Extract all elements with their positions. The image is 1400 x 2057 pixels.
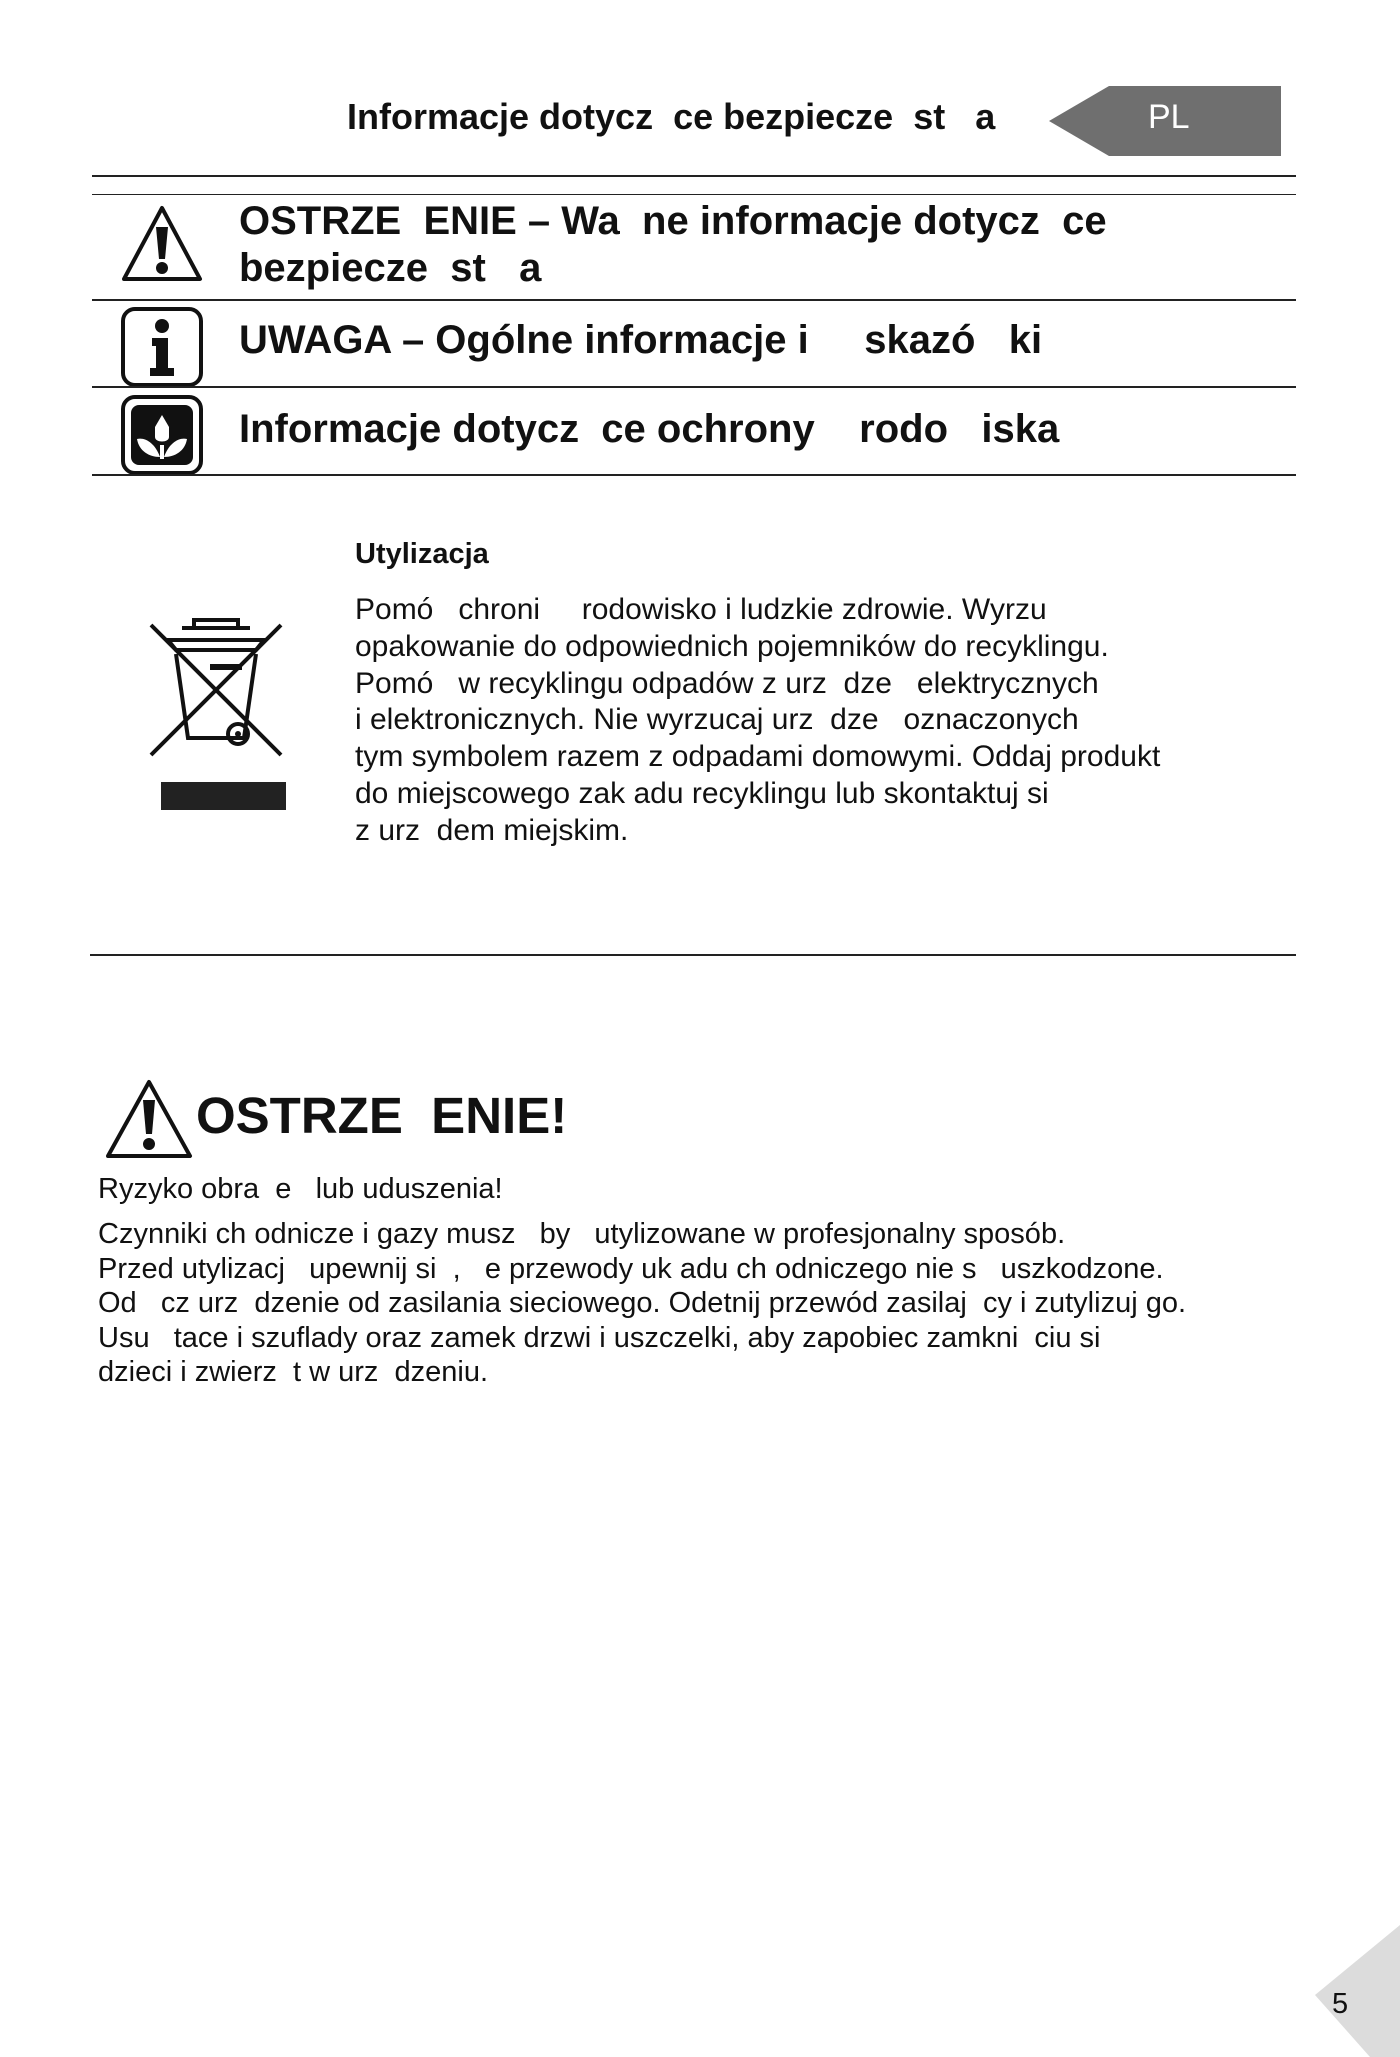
warning-subtitle: Ryzyko obra e lub uduszenia! — [98, 1173, 503, 1205]
warning-body — [98, 1217, 1186, 1390]
warning-line: Przed utylizacj upewnij si , e przewody uk adu ch odniczego nie s uszkodzone. — [98, 1252, 1164, 1285]
disposal-line: i elektronicznych. Nie wyrzucaj urz dze oznaczonych — [355, 703, 1079, 737]
disposal-line: z urz dem miejskim. — [355, 813, 629, 847]
warning-line: dzieci i zwierz t w urz dzeniu. — [98, 1356, 489, 1389]
environment-plant-icon — [119, 393, 205, 479]
section-divider — [90, 954, 1296, 956]
disposal-line: do miejscowego zak adu recyklingu lub skontaktuj si — [355, 776, 1049, 810]
disposal-body — [355, 592, 1160, 850]
header-divider — [92, 175, 1296, 177]
info-icon — [119, 305, 205, 391]
legend-divider — [92, 299, 1296, 301]
disposal-line: Pomó w recyklingu odpadów z urz dze elektrycznych — [355, 666, 1099, 700]
warning-line: Czynniki ch odnicze i gazy musz by utylizowane w profesjonalny sposób. — [98, 1218, 1066, 1250]
warning-title: OSTRZE ENIE! — [196, 1087, 568, 1144]
page-title: Informacje dotycz ce bezpiecze st a — [347, 96, 996, 137]
warning-line: Od cz urz dzenie od zasilania sieciowego. Odetnij przewód zasilaj cy i zutylizuj go. — [98, 1287, 1187, 1320]
disposal-line: opakowanie do odpowiednich pojemników do recyklingu. — [355, 629, 1109, 663]
legend-divider — [92, 386, 1296, 388]
warning-triangle-icon — [104, 1078, 194, 1162]
language-tab-label: PL — [1148, 98, 1190, 136]
page-corner-tab — [1310, 1925, 1400, 2057]
legend-info-text: UWAGA – Ogólne informacje i skazó ki — [239, 318, 1043, 362]
disposal-line: Pomó chroni rodowisko i ludzkie zdrowie. Wyrzu — [355, 593, 1047, 626]
legend-divider-top — [92, 194, 1296, 195]
warning-triangle-icon — [119, 203, 205, 289]
disposal-heading: Utylizacja — [355, 538, 489, 570]
legend-environment-text: Informacje dotycz ce ochrony rodo iska — [239, 407, 1060, 451]
warning-line: Usu tace i szuflady oraz zamek drzwi i uszczelki, aby zapobiec zamkni ciu si — [98, 1321, 1101, 1354]
legend-divider-bottom — [92, 474, 1296, 476]
page-number: 5 — [1332, 1988, 1349, 2020]
disposal-line: tym symbolem razem z odpadami domowymi. Oddaj produkt — [355, 740, 1161, 774]
legend-warning-text: OSTRZE ENIE – Wa ne informacje dotycz ce bezpiecze st a — [239, 199, 1107, 290]
crossed-out-wheelie-bin-icon — [146, 610, 286, 815]
